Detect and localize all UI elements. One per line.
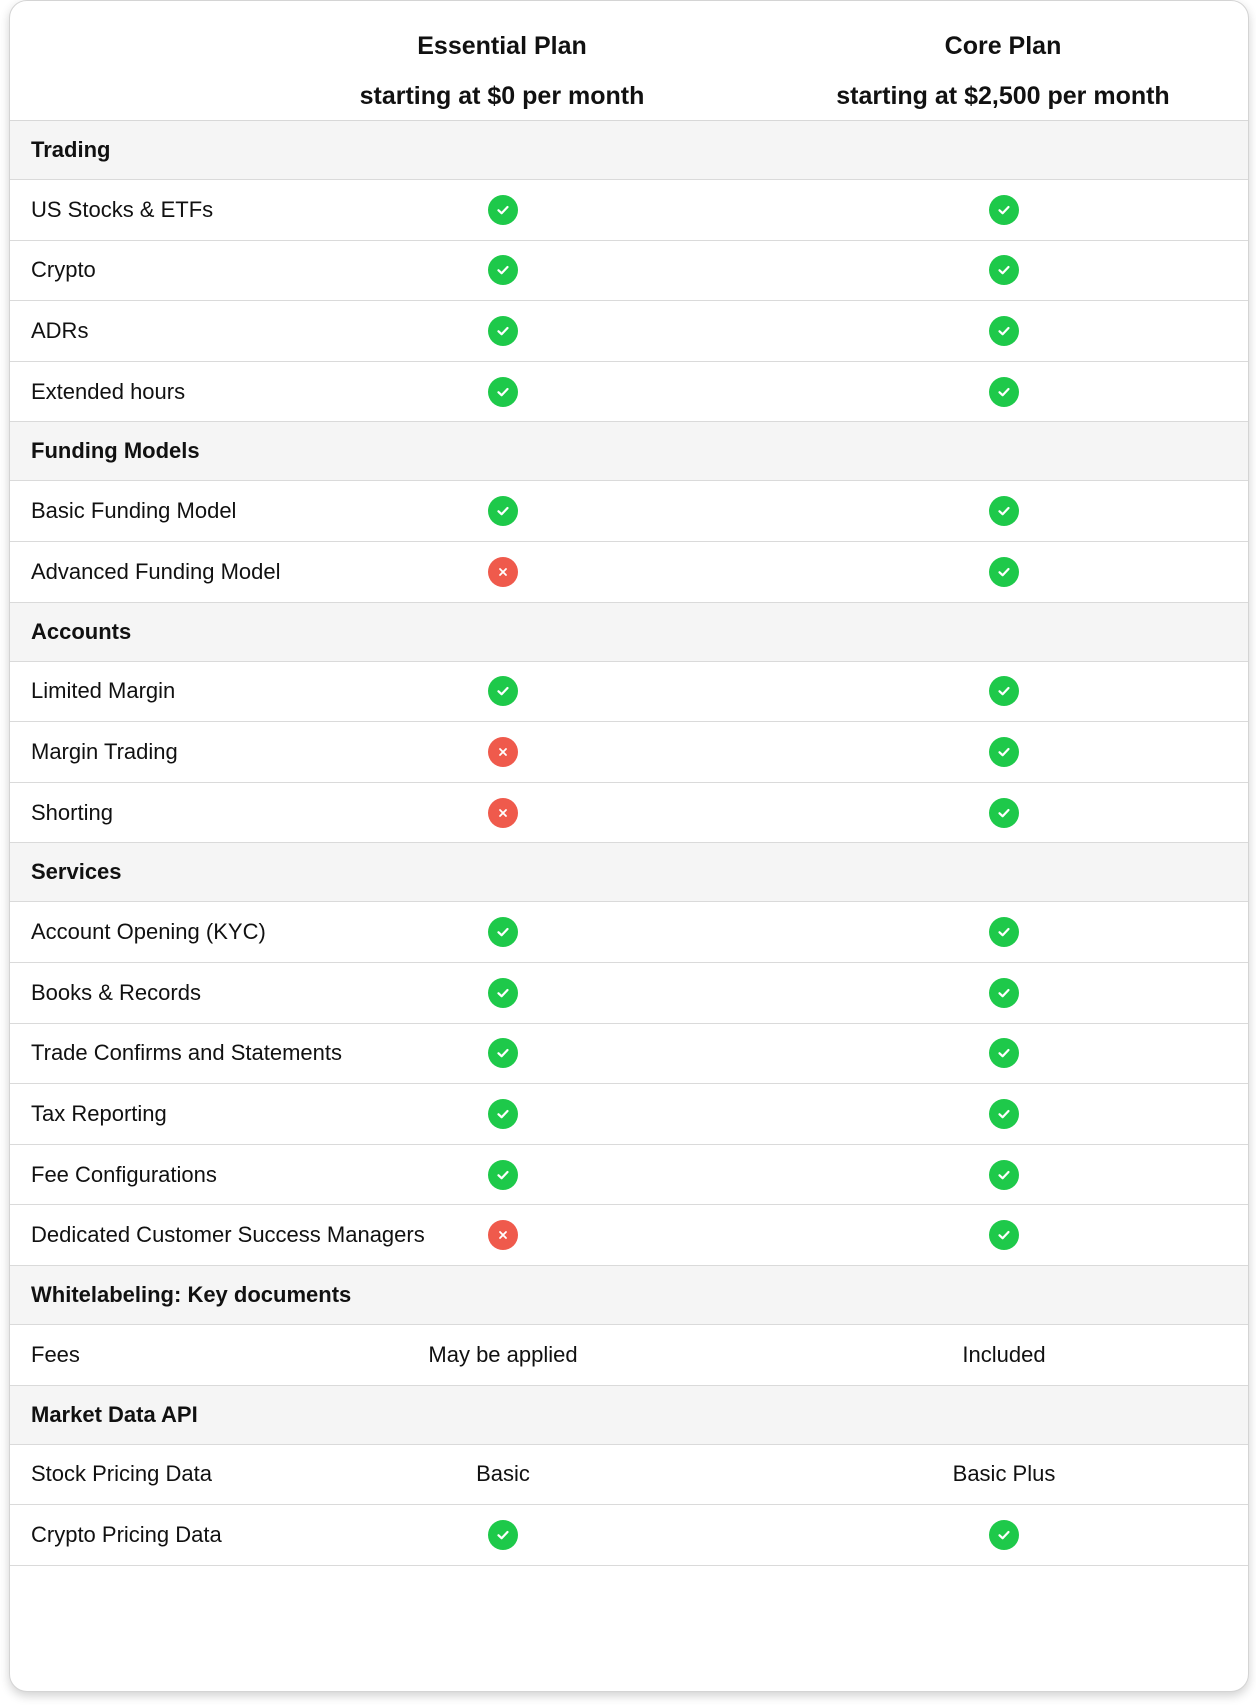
section-header-services [10, 843, 1248, 902]
core-plan-value: Included [962, 1341, 1046, 1367]
check-circle-icon [989, 1520, 1019, 1550]
essential-plan-cell [353, 1325, 653, 1385]
feature-label: Fees [31, 1341, 80, 1367]
essential-plan-cell [353, 722, 653, 782]
section-title: Accounts [31, 618, 132, 644]
check-circle-icon [488, 377, 518, 407]
check-circle-icon [488, 255, 518, 285]
check-circle-icon [488, 1160, 518, 1190]
essential-plan-cell [353, 1205, 653, 1265]
essential-plan-cell [353, 1145, 653, 1205]
check-circle-icon [989, 316, 1019, 346]
core-plan-cell [854, 301, 1154, 361]
feature-label: Crypto [31, 257, 96, 283]
feature-row-extended-hours [10, 362, 1248, 423]
section-header-whitelabeling-key-documents [10, 1266, 1248, 1325]
core-plan-cell [854, 362, 1154, 422]
x-circle-icon [488, 557, 518, 587]
feature-row-tax-reporting [10, 1084, 1248, 1145]
core-plan-cell [854, 1445, 1154, 1505]
feature-row-margin-trading [10, 722, 1248, 783]
feature-row-crypto-pricing-data [10, 1505, 1248, 1566]
core-plan-cell [854, 722, 1154, 782]
feature-label: Shorting [31, 799, 113, 825]
feature-row-account-opening-kyc [10, 902, 1248, 963]
check-circle-icon [989, 496, 1019, 526]
table-header [10, 1, 1248, 121]
feature-row-stock-pricing-data [10, 1445, 1248, 1506]
essential-plan-cell [353, 241, 653, 301]
feature-label: Advanced Funding Model [31, 558, 281, 584]
core-plan-cell [854, 1084, 1154, 1144]
check-circle-icon [989, 1160, 1019, 1190]
core-plan-price: starting at $2,500 per month [836, 82, 1170, 110]
feature-label: Dedicated Customer Success Managers [31, 1222, 425, 1248]
essential-plan-name: Essential Plan [417, 32, 587, 60]
feature-row-shorting [10, 783, 1248, 844]
core-plan-cell [854, 1325, 1154, 1385]
essential-plan-value: Basic [476, 1461, 530, 1487]
feature-label: Tax Reporting [31, 1100, 167, 1126]
essential-plan-header [292, 21, 712, 121]
core-plan-cell [854, 1145, 1154, 1205]
essential-plan-cell [353, 963, 653, 1023]
feature-row-books-records [10, 963, 1248, 1024]
table-body [10, 121, 1248, 1566]
essential-plan-cell [353, 301, 653, 361]
x-circle-icon [488, 737, 518, 767]
check-circle-icon [989, 195, 1019, 225]
check-circle-icon [488, 917, 518, 947]
check-circle-icon [989, 737, 1019, 767]
core-plan-cell [854, 241, 1154, 301]
essential-plan-cell [353, 362, 653, 422]
essential-plan-cell [353, 481, 653, 541]
check-circle-icon [989, 1099, 1019, 1129]
section-title: Whitelabeling: Key documents [31, 1281, 352, 1307]
section-header-funding-models [10, 422, 1248, 481]
core-plan-cell [854, 783, 1154, 843]
essential-plan-cell [353, 1445, 653, 1505]
core-plan-cell [854, 1024, 1154, 1084]
feature-label: Fee Configurations [31, 1161, 217, 1187]
core-plan-value: Basic Plus [952, 1461, 1056, 1487]
check-circle-icon [989, 377, 1019, 407]
check-circle-icon [488, 1038, 518, 1068]
core-plan-cell [854, 481, 1154, 541]
feature-row-basic-funding-model [10, 481, 1248, 542]
feature-row-advanced-funding-model [10, 542, 1248, 603]
section-title: Funding Models [31, 438, 200, 464]
check-circle-icon [488, 676, 518, 706]
core-plan-cell [854, 662, 1154, 722]
feature-row-us-stocks-etfs [10, 180, 1248, 241]
core-plan-cell [854, 542, 1154, 602]
check-circle-icon [989, 1220, 1019, 1250]
feature-row-fee-configurations [10, 1145, 1248, 1206]
check-circle-icon [989, 676, 1019, 706]
feature-row-dedicated-customer-success-managers [10, 1205, 1248, 1266]
check-circle-icon [989, 557, 1019, 587]
essential-plan-cell [353, 542, 653, 602]
section-title: Market Data API [31, 1401, 198, 1427]
check-circle-icon [488, 1520, 518, 1550]
core-plan-cell [854, 1505, 1154, 1565]
essential-plan-price: starting at $0 per month [359, 82, 645, 110]
core-plan-name: Core Plan [944, 32, 1062, 60]
check-circle-icon [989, 255, 1019, 285]
plan-comparison-table [9, 0, 1249, 1692]
check-circle-icon [488, 978, 518, 1008]
feature-label: Limited Margin [31, 678, 176, 704]
x-circle-icon [488, 1220, 518, 1250]
core-plan-header [793, 21, 1213, 121]
feature-row-adrs [10, 301, 1248, 362]
essential-plan-cell [353, 902, 653, 962]
feature-label: Books & Records [31, 979, 201, 1005]
essential-plan-cell [353, 1084, 653, 1144]
check-circle-icon [488, 1099, 518, 1129]
section-header-accounts [10, 603, 1248, 662]
core-plan-cell [854, 963, 1154, 1023]
check-circle-icon [989, 917, 1019, 947]
essential-plan-cell [353, 783, 653, 843]
check-circle-icon [989, 1038, 1019, 1068]
feature-row-fees [10, 1325, 1248, 1386]
feature-label: Crypto Pricing Data [31, 1521, 222, 1547]
section-title: Services [31, 859, 122, 885]
core-plan-cell [854, 180, 1154, 240]
check-circle-icon [989, 978, 1019, 1008]
core-plan-cell [854, 902, 1154, 962]
essential-plan-cell [353, 662, 653, 722]
feature-label: Stock Pricing Data [31, 1461, 212, 1487]
feature-label: Account Opening (KYC) [31, 919, 266, 945]
feature-row-crypto [10, 241, 1248, 302]
check-circle-icon [488, 195, 518, 225]
feature-label: Trade Confirms and Statements [31, 1040, 342, 1066]
feature-row-limited-margin [10, 662, 1248, 723]
x-circle-icon [488, 798, 518, 828]
check-circle-icon [488, 496, 518, 526]
feature-label: US Stocks & ETFs [31, 196, 214, 222]
check-circle-icon [488, 316, 518, 346]
section-header-trading [10, 121, 1248, 180]
feature-label: Extended hours [31, 378, 186, 404]
essential-plan-cell [353, 180, 653, 240]
feature-row-trade-confirms-and-statements [10, 1024, 1248, 1085]
check-circle-icon [989, 798, 1019, 828]
essential-plan-value: May be applied [428, 1341, 578, 1367]
core-plan-cell [854, 1205, 1154, 1265]
section-title: Trading [31, 137, 111, 162]
feature-label: ADRs [31, 317, 89, 343]
essential-plan-cell [353, 1505, 653, 1565]
section-header-market-data-api [10, 1386, 1248, 1445]
feature-label: Basic Funding Model [31, 498, 237, 524]
essential-plan-cell [353, 1024, 653, 1084]
feature-label: Margin Trading [31, 738, 178, 764]
